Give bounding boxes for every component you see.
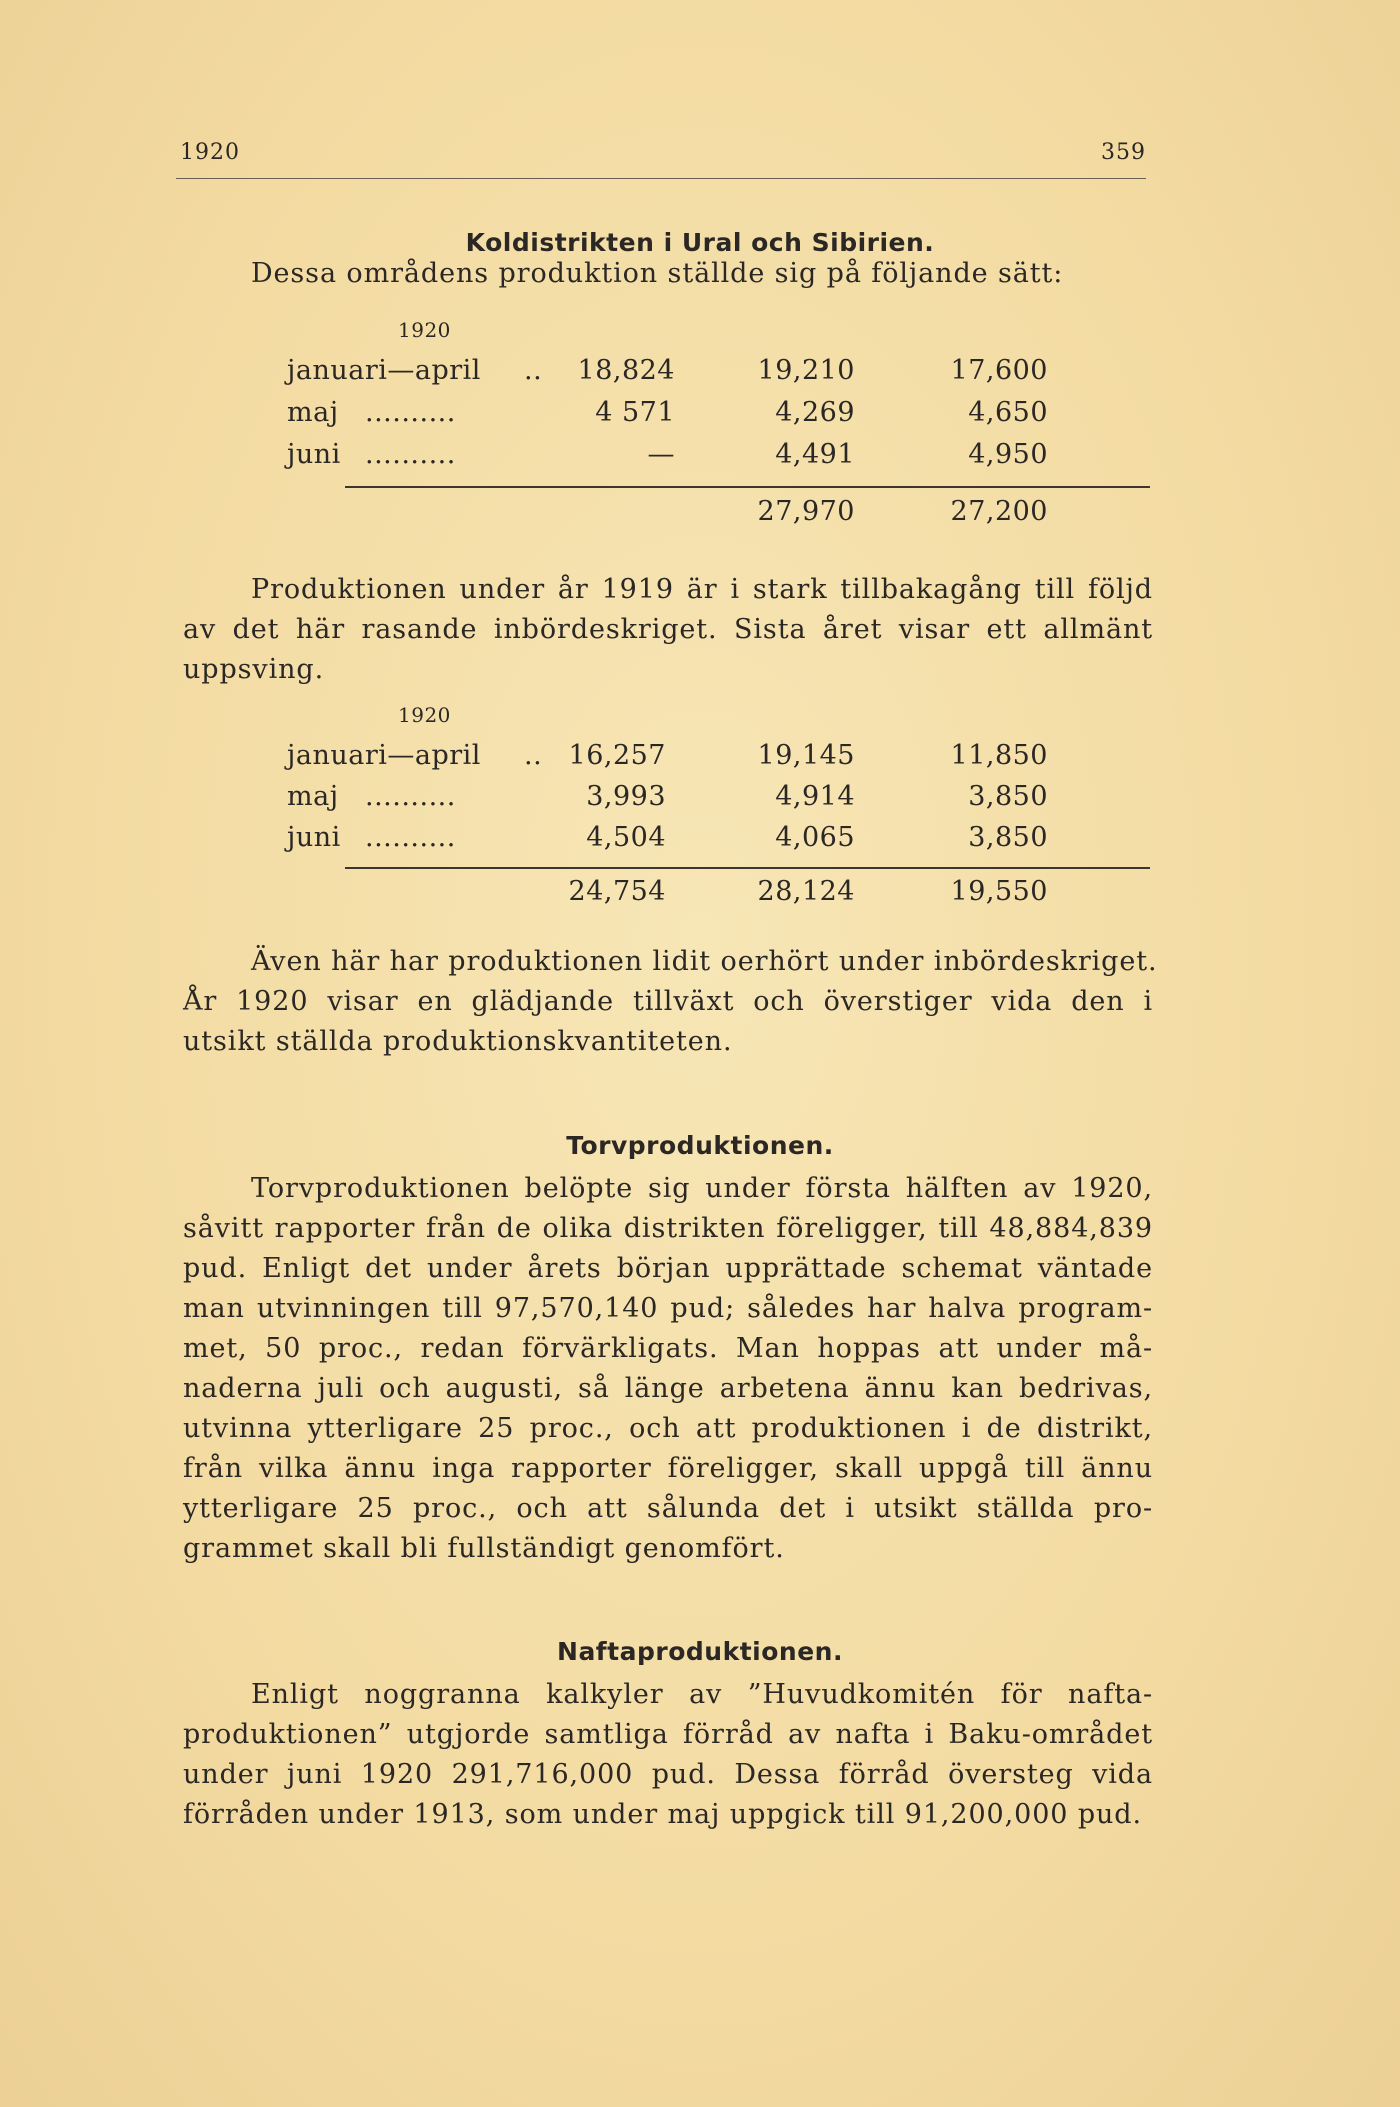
paragraph-line: År 1920 visar en glädjande tillväxt och överstiger vida den i	[183, 986, 1153, 1017]
table2-row-label: januari—april	[287, 740, 481, 771]
paragraph-line: naderna juli och augusti, så länge arbetena ännu kan bedrivas,	[183, 1373, 1153, 1404]
table2-cell: 19,145	[757, 740, 855, 771]
table1-row-label: juni	[287, 439, 341, 470]
table1-cell: 4,650	[968, 397, 1048, 428]
paragraph-line: utsikt ställda produktionskvantiteten.	[183, 1026, 733, 1057]
paragraph-line: Även här har produktionen lidit oerhört under inbördeskriget.	[251, 946, 1158, 977]
table1-row-label: januari—april	[287, 355, 481, 386]
section1-intro	[183, 254, 1153, 294]
paragraph-line: Produktionen under år 1919 är i stark tillbakagång till följd	[251, 574, 1153, 605]
section2-paragraph	[183, 1169, 1153, 1569]
paragraph-line: Torvproduktionen belöpte sig under första hälften av 1920,	[251, 1173, 1153, 1204]
table2-cell: 3,850	[968, 822, 1048, 853]
table1-cell: 4 571	[595, 397, 675, 428]
intro-line: Dessa områdens produktion ställde sig på följande sätt:	[251, 258, 1064, 289]
section-heading-naftaproduktionen: Naftaproduktionen.	[557, 1637, 843, 1666]
table1-total: 27,970	[757, 496, 855, 527]
table2-cell: 11,850	[950, 740, 1048, 771]
paragraph-line: met, 50 proc., redan förvärkligats. Man hoppas att under må-	[183, 1333, 1153, 1364]
table2-year-header: 1920	[398, 703, 451, 727]
table2-row-leader: ..........	[365, 822, 456, 853]
table1-cell: —	[647, 439, 675, 470]
table2-total: 24,754	[568, 876, 666, 907]
paragraph-line: av det här rasande inbördeskriget. Sista året visar ett allmänt	[183, 614, 1153, 645]
table2-cell: 4,914	[775, 781, 855, 812]
paragraph-line: från vilka ännu inga rapporter föreligger, skall uppgå till ännu	[183, 1453, 1153, 1484]
table1-cell: 19,210	[757, 355, 855, 386]
section3-paragraph	[183, 1675, 1153, 1835]
table1-cell: 4,491	[775, 439, 855, 470]
table1-cell: 17,600	[950, 355, 1048, 386]
table1-cell: 4,950	[968, 439, 1048, 470]
paragraph-line: uppsving.	[183, 654, 325, 685]
table1-row-leader: ..........	[365, 439, 456, 470]
table2-cell: 4,065	[775, 822, 855, 853]
table1-cell: 4,269	[775, 397, 855, 428]
paragraph-line: man utvinningen till 97,570,140 pud; således har halva program-	[183, 1293, 1153, 1324]
paragraph-line: Enligt noggranna kalkyler av ”Huvudkomitén för nafta-	[251, 1679, 1153, 1710]
paragraph-line: förråden under 1913, som under maj uppgick till 91,200,000 pud.	[183, 1799, 1142, 1830]
table2-cell: 16,257	[568, 740, 666, 771]
paragraph-line: produktionen” utgjorde samtliga förråd av nafta i Baku-området	[183, 1719, 1153, 1750]
table1-year-header: 1920	[398, 318, 451, 342]
table2-cell: 4,504	[586, 822, 666, 853]
table2-cell: 3,993	[586, 781, 666, 812]
section1-paragraph	[183, 570, 1153, 690]
paragraph-line: grammet skall bli fullständigt genomfört.	[183, 1533, 785, 1564]
paragraph-line: utvinna ytterligare 25 proc., och att produktionen i de distrikt,	[183, 1413, 1153, 1444]
page-number: 359	[1101, 140, 1146, 165]
table1-cell: 18,824	[577, 355, 675, 386]
table2-total: 19,550	[950, 876, 1048, 907]
table2-total: 28,124	[757, 876, 855, 907]
table1-total: 27,200	[950, 496, 1048, 527]
table1-row-leader: ..	[524, 355, 543, 386]
table2-total-rule	[345, 867, 1150, 869]
table2-row-leader: ..........	[365, 781, 456, 812]
paragraph-line: pud. Enligt det under årets början upprättade schemat väntade	[183, 1253, 1153, 1284]
paragraph-line: såvitt rapporter från de olika distrikten föreligger, till 48,884,839	[183, 1213, 1153, 1244]
running-head	[176, 140, 1146, 179]
table2-row-label: maj	[287, 781, 339, 812]
section-heading-koldistrikten: Koldistrikten i Ural och Sibirien.	[465, 228, 935, 257]
table1-total-rule	[345, 486, 1150, 488]
table2-row-label: juni	[287, 822, 341, 853]
table2-cell: 3,850	[968, 781, 1048, 812]
running-head-year: 1920	[180, 140, 240, 165]
section1-paragraph-2	[183, 942, 1158, 1062]
table1-row-label: maj	[287, 397, 339, 428]
table1-row-leader: ..........	[365, 397, 456, 428]
paragraph-line: ytterligare 25 proc., och att sålunda det i utsikt ställda pro-	[183, 1493, 1153, 1524]
paragraph-line: under juni 1920 291,716,000 pud. Dessa förråd översteg vida	[183, 1759, 1153, 1790]
table2-row-leader: ..	[524, 740, 543, 771]
section-heading-torvproduktionen: Torvproduktionen.	[566, 1131, 834, 1160]
